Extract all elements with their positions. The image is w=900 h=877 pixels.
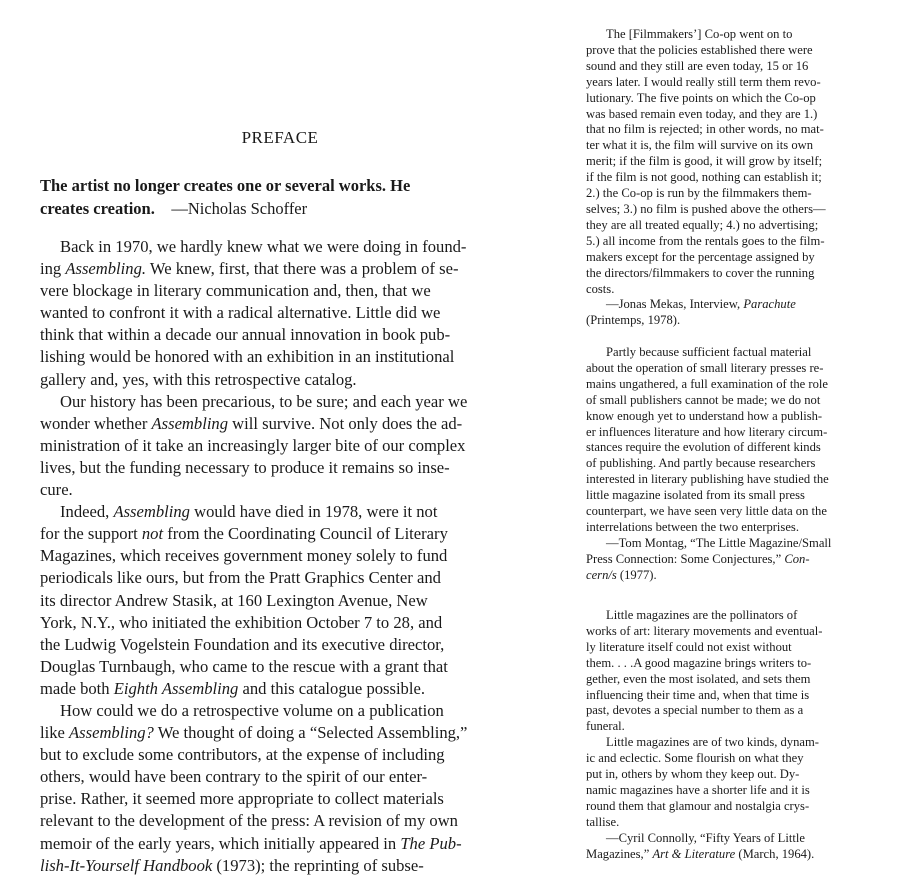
text-segment: mains ungathered, a full examination of the role xyxy=(586,376,828,391)
text-line xyxy=(586,520,886,536)
text-line xyxy=(586,847,886,863)
text-line xyxy=(586,568,886,584)
text-segment: lives, but the funding necessary to produce it remains so inse- xyxy=(40,457,450,477)
text-line xyxy=(586,27,886,43)
quotation-block xyxy=(586,608,886,863)
text-segment: that no film is rejected; in other words, no mat- xyxy=(586,122,824,137)
text-line xyxy=(586,767,886,783)
epigraph-quote-line-2: creates creation. xyxy=(40,199,155,218)
text-segment: selves; 3.) no film is pushed above the others— xyxy=(586,201,826,216)
text-segment: wonder whether xyxy=(40,413,152,433)
text-segment: (1977). xyxy=(616,567,657,582)
text-segment: Little magazines are the pollinators of xyxy=(606,608,798,622)
text-line xyxy=(40,855,550,877)
text-segment: We knew, first, that there was a problem of se- xyxy=(146,259,459,279)
text-line xyxy=(40,346,550,368)
text-segment: would have died in 1978, were it not xyxy=(189,502,438,522)
text-line xyxy=(586,425,886,441)
text-line xyxy=(586,154,886,170)
text-segment: Little magazines are of two kinds, dynam- xyxy=(606,735,819,750)
text-segment: lishing would be honored with an exhibition in an institutional xyxy=(40,347,455,367)
text-line xyxy=(40,302,550,324)
text-line xyxy=(586,75,886,91)
text-segment: The [Filmmakers’] Co-op went on to xyxy=(606,27,793,41)
text-line xyxy=(40,567,550,589)
text-line xyxy=(586,703,886,719)
italic-title: Assembling. xyxy=(65,259,147,279)
text-line xyxy=(586,250,886,266)
text-line xyxy=(40,700,550,722)
text-line xyxy=(586,735,886,751)
text-segment: interested in literary publishing have studied the xyxy=(586,472,829,487)
text-segment: Press Connection: Some Conjectures,” xyxy=(586,551,785,566)
text-segment: —Jonas Mekas, Interview, xyxy=(606,297,744,312)
text-line xyxy=(586,43,886,59)
text-segment: memoir of the early years, which initially appeared in xyxy=(40,833,401,853)
text-segment: makers except for the percentage assigned by xyxy=(586,249,815,264)
text-segment: ic and eclectic. Some flourish on what they xyxy=(586,751,804,766)
italic-title: Parachute xyxy=(743,297,796,312)
text-segment: (1973); the reprinting of subse- xyxy=(212,855,424,875)
text-line xyxy=(586,377,886,393)
epigraph-quote-line-1: The artist no longer creates one or several works. He xyxy=(40,176,411,195)
text-segment: Douglas Turnbaugh, who came to the rescue with a grant that xyxy=(40,656,448,676)
italic-title: Con- xyxy=(784,551,810,566)
text-segment: from the Coordinating Council of Literary xyxy=(163,524,448,544)
text-line xyxy=(586,218,886,234)
text-segment: put in, others by whom they keep out. Dy- xyxy=(586,767,800,782)
text-segment: Our history has been precarious, to be sure; and each year we xyxy=(60,391,468,411)
text-segment: years later. I would really still term them revo- xyxy=(586,74,821,89)
text-line xyxy=(40,258,550,280)
text-line xyxy=(40,722,550,744)
text-segment: interrelations between the two enterprises. xyxy=(586,519,799,534)
text-segment: Indeed, xyxy=(60,502,114,522)
italic-title: Eighth Assembling xyxy=(113,678,239,698)
text-line xyxy=(40,810,550,832)
italic-title: The Pub- xyxy=(400,833,462,853)
text-segment: but to exclude some contributors, at the expense of including xyxy=(40,745,445,765)
text-segment: the directors/filmmakers to cover the running xyxy=(586,265,815,280)
text-line xyxy=(586,488,886,504)
text-line xyxy=(40,479,550,501)
text-segment: cure. xyxy=(40,480,73,500)
text-line xyxy=(586,122,886,138)
text-segment: think that within a decade our annual innovation in book pub- xyxy=(40,325,451,345)
text-line xyxy=(40,590,550,612)
text-segment: Partly because sufficient factual material xyxy=(606,345,812,359)
text-line xyxy=(586,297,886,313)
text-line xyxy=(586,831,886,847)
text-segment: works of art: literary movements and eventual- xyxy=(586,623,823,638)
text-line xyxy=(586,107,886,123)
italic-title: cern/s xyxy=(586,567,617,582)
text-segment: of small publishers cannot be made; we do not xyxy=(586,392,821,407)
text-line xyxy=(40,788,550,810)
text-line xyxy=(586,170,886,186)
text-segment: prove that the policies established there were xyxy=(586,42,813,57)
text-line xyxy=(40,833,550,855)
text-line xyxy=(586,138,886,154)
text-line xyxy=(586,186,886,202)
text-segment: the Ludwig Vogelstein Foundation and its executive director, xyxy=(40,634,445,654)
text-line xyxy=(586,282,886,298)
text-line xyxy=(586,536,886,552)
text-segment: if the film is not good, nothing can establish it; xyxy=(586,170,822,185)
text-segment: ing xyxy=(40,259,66,279)
text-segment: little magazine isolated from its small press xyxy=(586,488,805,503)
text-segment: Magazines,” xyxy=(586,846,653,861)
text-segment: about the operation of small literary presses re- xyxy=(586,360,824,375)
text-segment: of publishing. And partly because researchers xyxy=(586,456,816,471)
text-line xyxy=(40,656,550,678)
text-line xyxy=(586,456,886,472)
quotation-block xyxy=(586,27,886,329)
text-segment: (Printemps, 1978). xyxy=(586,313,681,328)
text-segment: gallery and, yes, with this retrospective catalog. xyxy=(40,369,357,389)
text-segment: —Cyril Connolly, “Fifty Years of Little xyxy=(606,830,805,845)
text-line xyxy=(586,59,886,75)
text-segment: them. . . .A good magazine brings writers to- xyxy=(586,655,812,670)
text-segment: relevant to the development of the press: A revision of my own xyxy=(40,811,458,831)
text-segment: prise. Rather, it seemed more appropriate to collect materials xyxy=(40,789,444,809)
text-segment: We thought of doing a “Selected Assembling,” xyxy=(153,723,468,743)
text-segment: ly literature itself could not exist without xyxy=(586,639,792,654)
page-title: PREFACE xyxy=(241,128,319,147)
text-line xyxy=(586,640,886,656)
text-segment: funeral. xyxy=(586,719,625,734)
text-segment: periodicals like ours, but from the Pratt Graphics Center and xyxy=(40,568,441,588)
text-segment: ministration of it take an increasingly larger bite of our complex xyxy=(40,435,466,455)
text-line xyxy=(586,91,886,107)
text-segment: past, devotes a special number to them as a xyxy=(586,703,804,718)
text-line xyxy=(40,545,550,567)
text-line xyxy=(40,435,550,457)
text-segment: influencing their time and, when that time is xyxy=(586,687,810,702)
text-segment: wanted to confront it with a radical alternative. Little did we xyxy=(40,303,441,323)
epigraph xyxy=(40,174,540,220)
text-line xyxy=(586,751,886,767)
text-segment: was based remain even today, and they are 1.) xyxy=(586,106,818,121)
text-segment: ter what it is, the film will survive on its own xyxy=(586,138,814,153)
preface-body-text xyxy=(40,236,550,877)
text-segment: —Tom Montag, “The Little Magazine/Small xyxy=(606,535,832,550)
text-segment: namic magazines have a shorter life and it is xyxy=(586,782,810,797)
text-line xyxy=(586,409,886,425)
text-line xyxy=(586,688,886,704)
text-segment: for the support xyxy=(40,524,142,544)
text-line xyxy=(40,634,550,656)
italic-title: not xyxy=(141,524,164,544)
text-line xyxy=(586,313,886,329)
text-segment: lutionary. The five points on which the Co-op xyxy=(586,90,816,105)
text-line xyxy=(586,552,886,568)
text-line xyxy=(586,815,886,831)
text-line xyxy=(586,624,886,640)
text-line xyxy=(586,234,886,250)
italic-title: Art & Literature xyxy=(652,846,736,861)
text-line xyxy=(586,472,886,488)
text-line xyxy=(40,501,550,523)
text-line xyxy=(586,608,886,624)
text-line xyxy=(586,719,886,735)
text-segment: vere blockage in literary communication and, then, that we xyxy=(40,281,431,301)
text-segment: costs. xyxy=(586,281,615,296)
text-line xyxy=(586,656,886,672)
quotation-block xyxy=(586,345,886,584)
text-segment: like xyxy=(40,723,70,743)
text-segment: others, would have been contrary to the spirit of our enter- xyxy=(40,767,428,787)
text-line xyxy=(586,783,886,799)
text-segment: How could we do a retrospective volume on a publication xyxy=(60,700,444,720)
text-segment: sound and they still are even today, 15 or 16 xyxy=(586,58,809,73)
text-line xyxy=(40,391,550,413)
text-line xyxy=(586,504,886,520)
text-segment: er influences literature and how literary circum- xyxy=(586,424,828,439)
text-line xyxy=(40,744,550,766)
text-line xyxy=(586,345,886,361)
text-segment: Magazines, which receives government money solely to fund xyxy=(40,546,448,566)
text-segment: and this catalogue possible. xyxy=(238,678,425,698)
text-line xyxy=(586,799,886,815)
text-line xyxy=(40,612,550,634)
italic-title: lish-It-Yourself Handbook xyxy=(40,855,213,875)
text-line xyxy=(586,202,886,218)
text-line xyxy=(586,672,886,688)
text-segment: 5.) all income from the rentals goes to the film- xyxy=(586,233,825,248)
text-segment: stances require the evolution of different kinds xyxy=(586,440,821,455)
text-line xyxy=(40,324,550,346)
text-line xyxy=(40,457,550,479)
text-segment: merit; if the film is good, it will grow by itself; xyxy=(586,154,823,169)
text-segment: gether, even the most isolated, and sets them xyxy=(586,671,811,686)
text-line xyxy=(40,413,550,435)
italic-title: Assembling? xyxy=(69,723,154,743)
text-segment: they are all treated equally; 4.) no advertising; xyxy=(586,217,819,232)
italic-title: Assembling xyxy=(151,413,229,433)
text-segment: counterpart, we have seen very little data on the xyxy=(586,504,827,519)
text-line xyxy=(40,236,550,258)
text-segment: Back in 1970, we hardly knew what we were doing in found- xyxy=(60,237,467,256)
text-segment: 2.) the Co-op is run by the filmmakers them- xyxy=(586,186,812,201)
epigraph-attribution: —Nicholas Schoffer xyxy=(171,199,308,218)
text-segment: York, N.Y., who initiated the exhibition October 7 to 28, and xyxy=(40,612,443,632)
text-line xyxy=(586,361,886,377)
text-line xyxy=(586,266,886,282)
text-segment: tallise. xyxy=(586,814,620,829)
text-segment: will survive. Not only does the ad- xyxy=(228,413,463,433)
text-line xyxy=(586,393,886,409)
text-segment: know enough yet to understand how a publish- xyxy=(586,408,823,423)
italic-title: Assembling xyxy=(113,502,190,522)
text-segment: its director Andrew Stasik, at 160 Lexington Avenue, New xyxy=(40,590,428,610)
text-segment: made both xyxy=(40,678,114,698)
text-line xyxy=(586,440,886,456)
text-segment: round them that glamour and nostalgia crys- xyxy=(586,798,810,813)
text-line xyxy=(40,280,550,302)
text-line xyxy=(40,369,550,391)
text-segment: (March, 1964). xyxy=(735,846,815,861)
text-line xyxy=(40,766,550,788)
text-line xyxy=(40,523,550,545)
text-line xyxy=(40,678,550,700)
